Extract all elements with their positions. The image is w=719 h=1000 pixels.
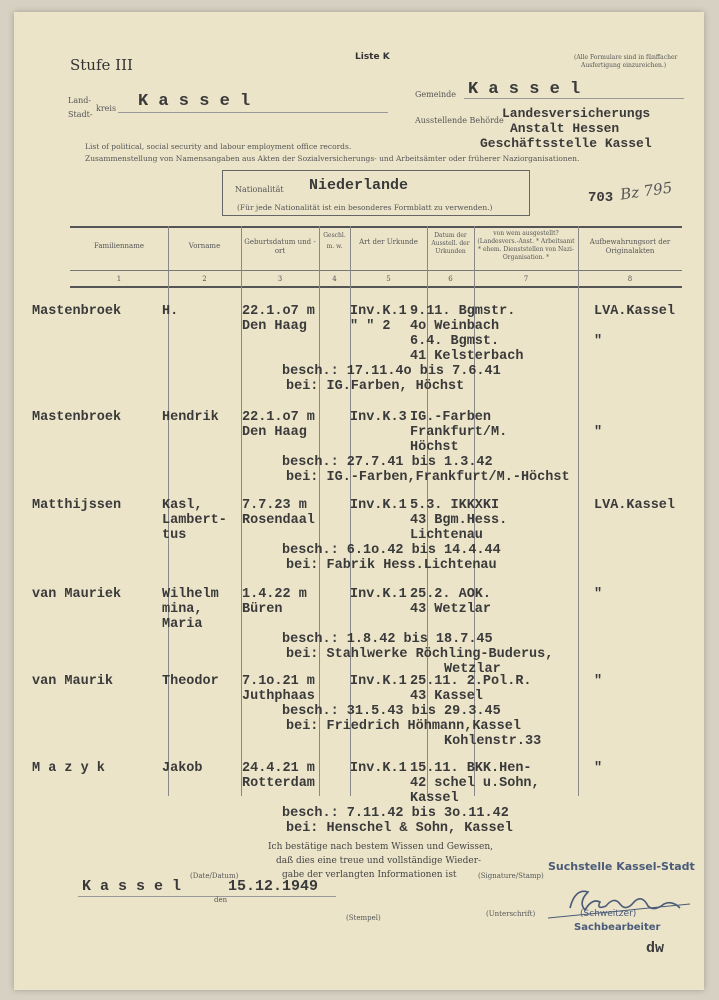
entry-4-ausstellung: 25.2. AOK. bbox=[410, 587, 492, 602]
nationality-note: (Für jede Nationalität ist ein besonderes Formblatt zu verwenden.) bbox=[237, 203, 493, 212]
entry-3-aufbewahrung: LVA.Kassel bbox=[594, 498, 676, 513]
behoerde-label: Ausstellende Behörde bbox=[415, 116, 504, 125]
liste-label: Liste K bbox=[355, 52, 390, 62]
entry-4-aufbewahrung: " bbox=[594, 587, 603, 602]
entry-1-geburt: Den Haag bbox=[242, 319, 307, 334]
entry-4-arbeitgeber-ort: Wetzlar bbox=[444, 662, 501, 677]
entry-5-geburt: Juthphaas bbox=[242, 689, 315, 704]
col-header-geburtsdatum: Geburtsdatum und -ort bbox=[244, 238, 316, 255]
entry-4-ausstellung: 43 Wetzlar bbox=[410, 602, 492, 617]
nationality-label: Nationalität bbox=[235, 185, 284, 194]
entry-4-familienname: van Mauriek bbox=[32, 587, 122, 602]
entry-2-arbeitgeber: bei: IG.-Farben,Frankfurt/M.-Höchst bbox=[286, 470, 570, 485]
entry-6-ausstellung: 15.11. BKK.Hen- bbox=[410, 761, 532, 776]
entry-2-ausstellung: Frankfurt/M. bbox=[410, 425, 508, 440]
german-description: Zusammenstellung von Namensangaben aus Akten der Sozialversicherungs- und Arbeitsämter oder früherer Naziorganisationen. bbox=[85, 154, 580, 163]
entry-1-vorname: H. bbox=[162, 304, 179, 319]
den-label: den bbox=[214, 896, 228, 904]
col-num-4: 4 bbox=[332, 275, 337, 283]
signature-label: (Signature/Stamp) bbox=[478, 872, 544, 880]
kreis-value: K a s s e l bbox=[138, 92, 251, 111]
land-label: Land- bbox=[68, 96, 92, 105]
signature-scribble bbox=[530, 878, 700, 928]
confirm-line-1: Ich bestätige nach bestem Wissen und Gewissen, bbox=[268, 842, 494, 852]
entry-6-geburt: 24.4.21 m bbox=[242, 761, 315, 776]
entry-1-urkunde: Inv.K.1 bbox=[350, 304, 407, 319]
entry-6-vorname: Jakob bbox=[162, 761, 203, 776]
confirm-line-2: daß dies eine treue und vollständige Wieder- bbox=[276, 856, 482, 866]
col-header-familienname: Familienname bbox=[93, 242, 145, 250]
entry-2-familienname: Mastenbroek bbox=[32, 410, 122, 425]
entry-4-urkunde: Inv.K.1 bbox=[350, 587, 407, 602]
entry-3-ausstellung: Lichtenau bbox=[410, 528, 483, 543]
entry-4-vorname: Wilhelm bbox=[162, 587, 219, 602]
entry-3-vorname: Lambert- bbox=[162, 513, 227, 528]
entry-3-vorname: tus bbox=[162, 528, 187, 543]
col-num-8: 8 bbox=[627, 275, 633, 283]
entry-4-beschaeftigt: besch.: 1.8.42 bis 18.7.45 bbox=[282, 632, 493, 647]
behoerde-line3: Geschäftsstelle Kassel bbox=[480, 136, 652, 151]
confirm-line-3: gabe der verlangten Informationen ist bbox=[282, 870, 457, 880]
entry-3-geburt: 7.7.23 m bbox=[242, 498, 307, 513]
date-label: (Date/Datum) bbox=[190, 872, 239, 880]
entry-2-ausstellung: IG.-Farben bbox=[410, 410, 492, 425]
entry-3-ausstellung: 5.3. IKKXKI bbox=[410, 498, 500, 513]
entry-1-beschaeftigt: besch.: 17.11.4o bis 7.6.41 bbox=[282, 364, 501, 379]
col-num-2: 2 bbox=[202, 275, 207, 283]
entry-2-ausstellung: Höchst bbox=[410, 440, 459, 455]
entry-3-urkunde: Inv.K.1 bbox=[350, 498, 407, 513]
document-page bbox=[14, 12, 704, 990]
entry-1-geburt: 22.1.o7 m bbox=[242, 304, 315, 319]
entry-3-ausstellung: 43 Bgm.Hess. bbox=[410, 513, 508, 528]
nationality-value: Niederlande bbox=[309, 177, 409, 194]
entry-1-ausstellung: 9.11. Bgmstr. bbox=[410, 304, 516, 319]
entry-4-vorname: mina, bbox=[162, 602, 203, 617]
entry-4-geburt: Büren bbox=[242, 602, 283, 617]
entry-3-vorname: Kasl, bbox=[162, 498, 203, 513]
entry-1-aufbewahrung: " bbox=[594, 334, 603, 349]
entry-6-ausstellung: Kassel bbox=[410, 791, 459, 806]
entry-1-ausstellung: 6.4. Bgmst. bbox=[410, 334, 500, 349]
col-header-aufbewahrungsort: Aufbewahrungsort der Originalakten bbox=[589, 238, 671, 255]
col-header-geschlecht: Geschl. m. w. bbox=[323, 232, 346, 250]
stamp-line-2: (Schweitzer) bbox=[580, 909, 637, 919]
entry-5-arbeitgeber: bei: Friedrich Höhmann,Kassel bbox=[286, 719, 521, 734]
entry-5-arbeitgeber-ort: Kohlenstr.33 bbox=[444, 734, 542, 749]
page-number: 703 bbox=[588, 190, 614, 206]
col-num-3: 3 bbox=[277, 275, 283, 283]
stadt-label: Stadt- bbox=[68, 110, 93, 119]
unterschrift-label: (Unterschrift) bbox=[486, 910, 536, 918]
entry-5-familienname: van Maurik bbox=[32, 674, 114, 689]
entry-2-geburt: 22.1.o7 m bbox=[242, 410, 315, 425]
entry-6-ausstellung: 42 schel u.Sohn, bbox=[410, 776, 540, 791]
entry-1-ausstellung: 4o Weinbach bbox=[410, 319, 500, 334]
col-header-datum: Datum der Ausstell. der Urkunden bbox=[431, 232, 470, 255]
entry-3-beschaeftigt: besch.: 6.1o.42 bis 14.4.44 bbox=[282, 543, 501, 558]
behoerde-line2: Anstalt Hessen bbox=[510, 121, 620, 136]
entry-4-arbeitgeber: bei: Stahlwerke Röchling-Buderus, bbox=[286, 647, 554, 662]
entry-1-urkunde: " " 2 bbox=[350, 319, 391, 334]
entry-4-geburt: 1.4.22 m bbox=[242, 587, 307, 602]
entry-5-aufbewahrung: " bbox=[594, 674, 603, 689]
entry-5-beschaeftigt: besch.: 31.5.43 bis 29.3.45 bbox=[282, 704, 501, 719]
col-num-1: 1 bbox=[116, 275, 122, 283]
gemeinde-value: K a s s e l bbox=[468, 80, 581, 99]
nationality-box bbox=[222, 170, 530, 216]
behoerde-line1: Landesversicherungs bbox=[502, 106, 651, 121]
entry-6-arbeitgeber: bei: Henschel & Sohn, Kassel bbox=[286, 821, 513, 836]
place-value: K a s s e l bbox=[82, 878, 182, 895]
entry-6-familienname: M a z y k bbox=[32, 761, 105, 776]
entry-5-ausstellung: 43 Kassel bbox=[410, 689, 483, 704]
entry-1-familienname: Mastenbroek bbox=[32, 304, 122, 319]
col-header-art: Art der Urkunde bbox=[359, 238, 418, 246]
initials: dw bbox=[646, 940, 665, 957]
note-line2: Ausfertigung einzureichen.) bbox=[581, 62, 667, 69]
entry-5-vorname: Theodor bbox=[162, 674, 219, 689]
english-description: List of political, social security and labour employment office records. bbox=[85, 142, 352, 151]
stufe-label: Stufe III bbox=[70, 56, 133, 74]
kreis-label: kreis bbox=[96, 104, 117, 113]
entry-6-beschaeftigt: besch.: 7.11.42 bis 3o.11.42 bbox=[282, 806, 509, 821]
table-top-rule bbox=[70, 226, 682, 228]
stempel-label: (Stempel) bbox=[346, 914, 381, 922]
entry-2-urkunde: Inv.K.3 bbox=[350, 410, 407, 425]
entry-3-geburt: Rosendaal bbox=[242, 513, 315, 528]
gemeinde-label: Gemeinde bbox=[415, 90, 457, 99]
stamp-line-1: Suchstelle Kassel-Stadt bbox=[548, 860, 695, 873]
entry-3-arbeitgeber: bei: Fabrik Hess.Lichtenau bbox=[286, 558, 497, 573]
stamp-line-3: Sachbearbeiter bbox=[574, 922, 661, 933]
entry-2-aufbewahrung: " bbox=[594, 425, 603, 440]
entry-4-vorname: Maria bbox=[162, 617, 203, 632]
entry-2-geburt: Den Haag bbox=[242, 425, 307, 440]
note-line1: (Alle Formulare sind in fünffacher bbox=[574, 54, 678, 61]
entry-5-urkunde: Inv.K.1 bbox=[350, 674, 407, 689]
entry-2-beschaeftigt: besch.: 27.7.41 bis 1.3.42 bbox=[282, 455, 493, 470]
date-value: 15.12.1949 bbox=[228, 878, 319, 895]
entry-5-geburt: 7.1o.21 m bbox=[242, 674, 315, 689]
entry-1-arbeitgeber: bei: IG.Farben, Höchst bbox=[286, 379, 465, 394]
entry-6-aufbewahrung: " bbox=[594, 761, 603, 776]
entry-1-ausstellung: 41 Kelsterbach bbox=[410, 349, 524, 364]
entry-3-familienname: Matthijssen bbox=[32, 498, 122, 513]
entry-6-urkunde: Inv.K.1 bbox=[350, 761, 407, 776]
handwritten-note: Bz 795 bbox=[619, 178, 674, 204]
col-num-6: 6 bbox=[448, 275, 453, 283]
entry-6-geburt: Rotterdam bbox=[242, 776, 315, 791]
col-header-vorname: Vorname bbox=[188, 242, 221, 250]
entry-1-aufbewahrung: LVA.Kassel bbox=[594, 304, 676, 319]
entry-2-vorname: Hendrik bbox=[162, 410, 219, 425]
col-header-von-wem: von wem ausgestellt? (Landesvers.-Anst. * Arbeitsamt * ehem. Dienststellen von Nazi-Organisation. * bbox=[477, 230, 575, 261]
col-num-5: 5 bbox=[386, 275, 391, 283]
entry-5-ausstellung: 25.11. 2.Pol.R. bbox=[410, 674, 532, 689]
col-num-7: 7 bbox=[523, 275, 529, 283]
